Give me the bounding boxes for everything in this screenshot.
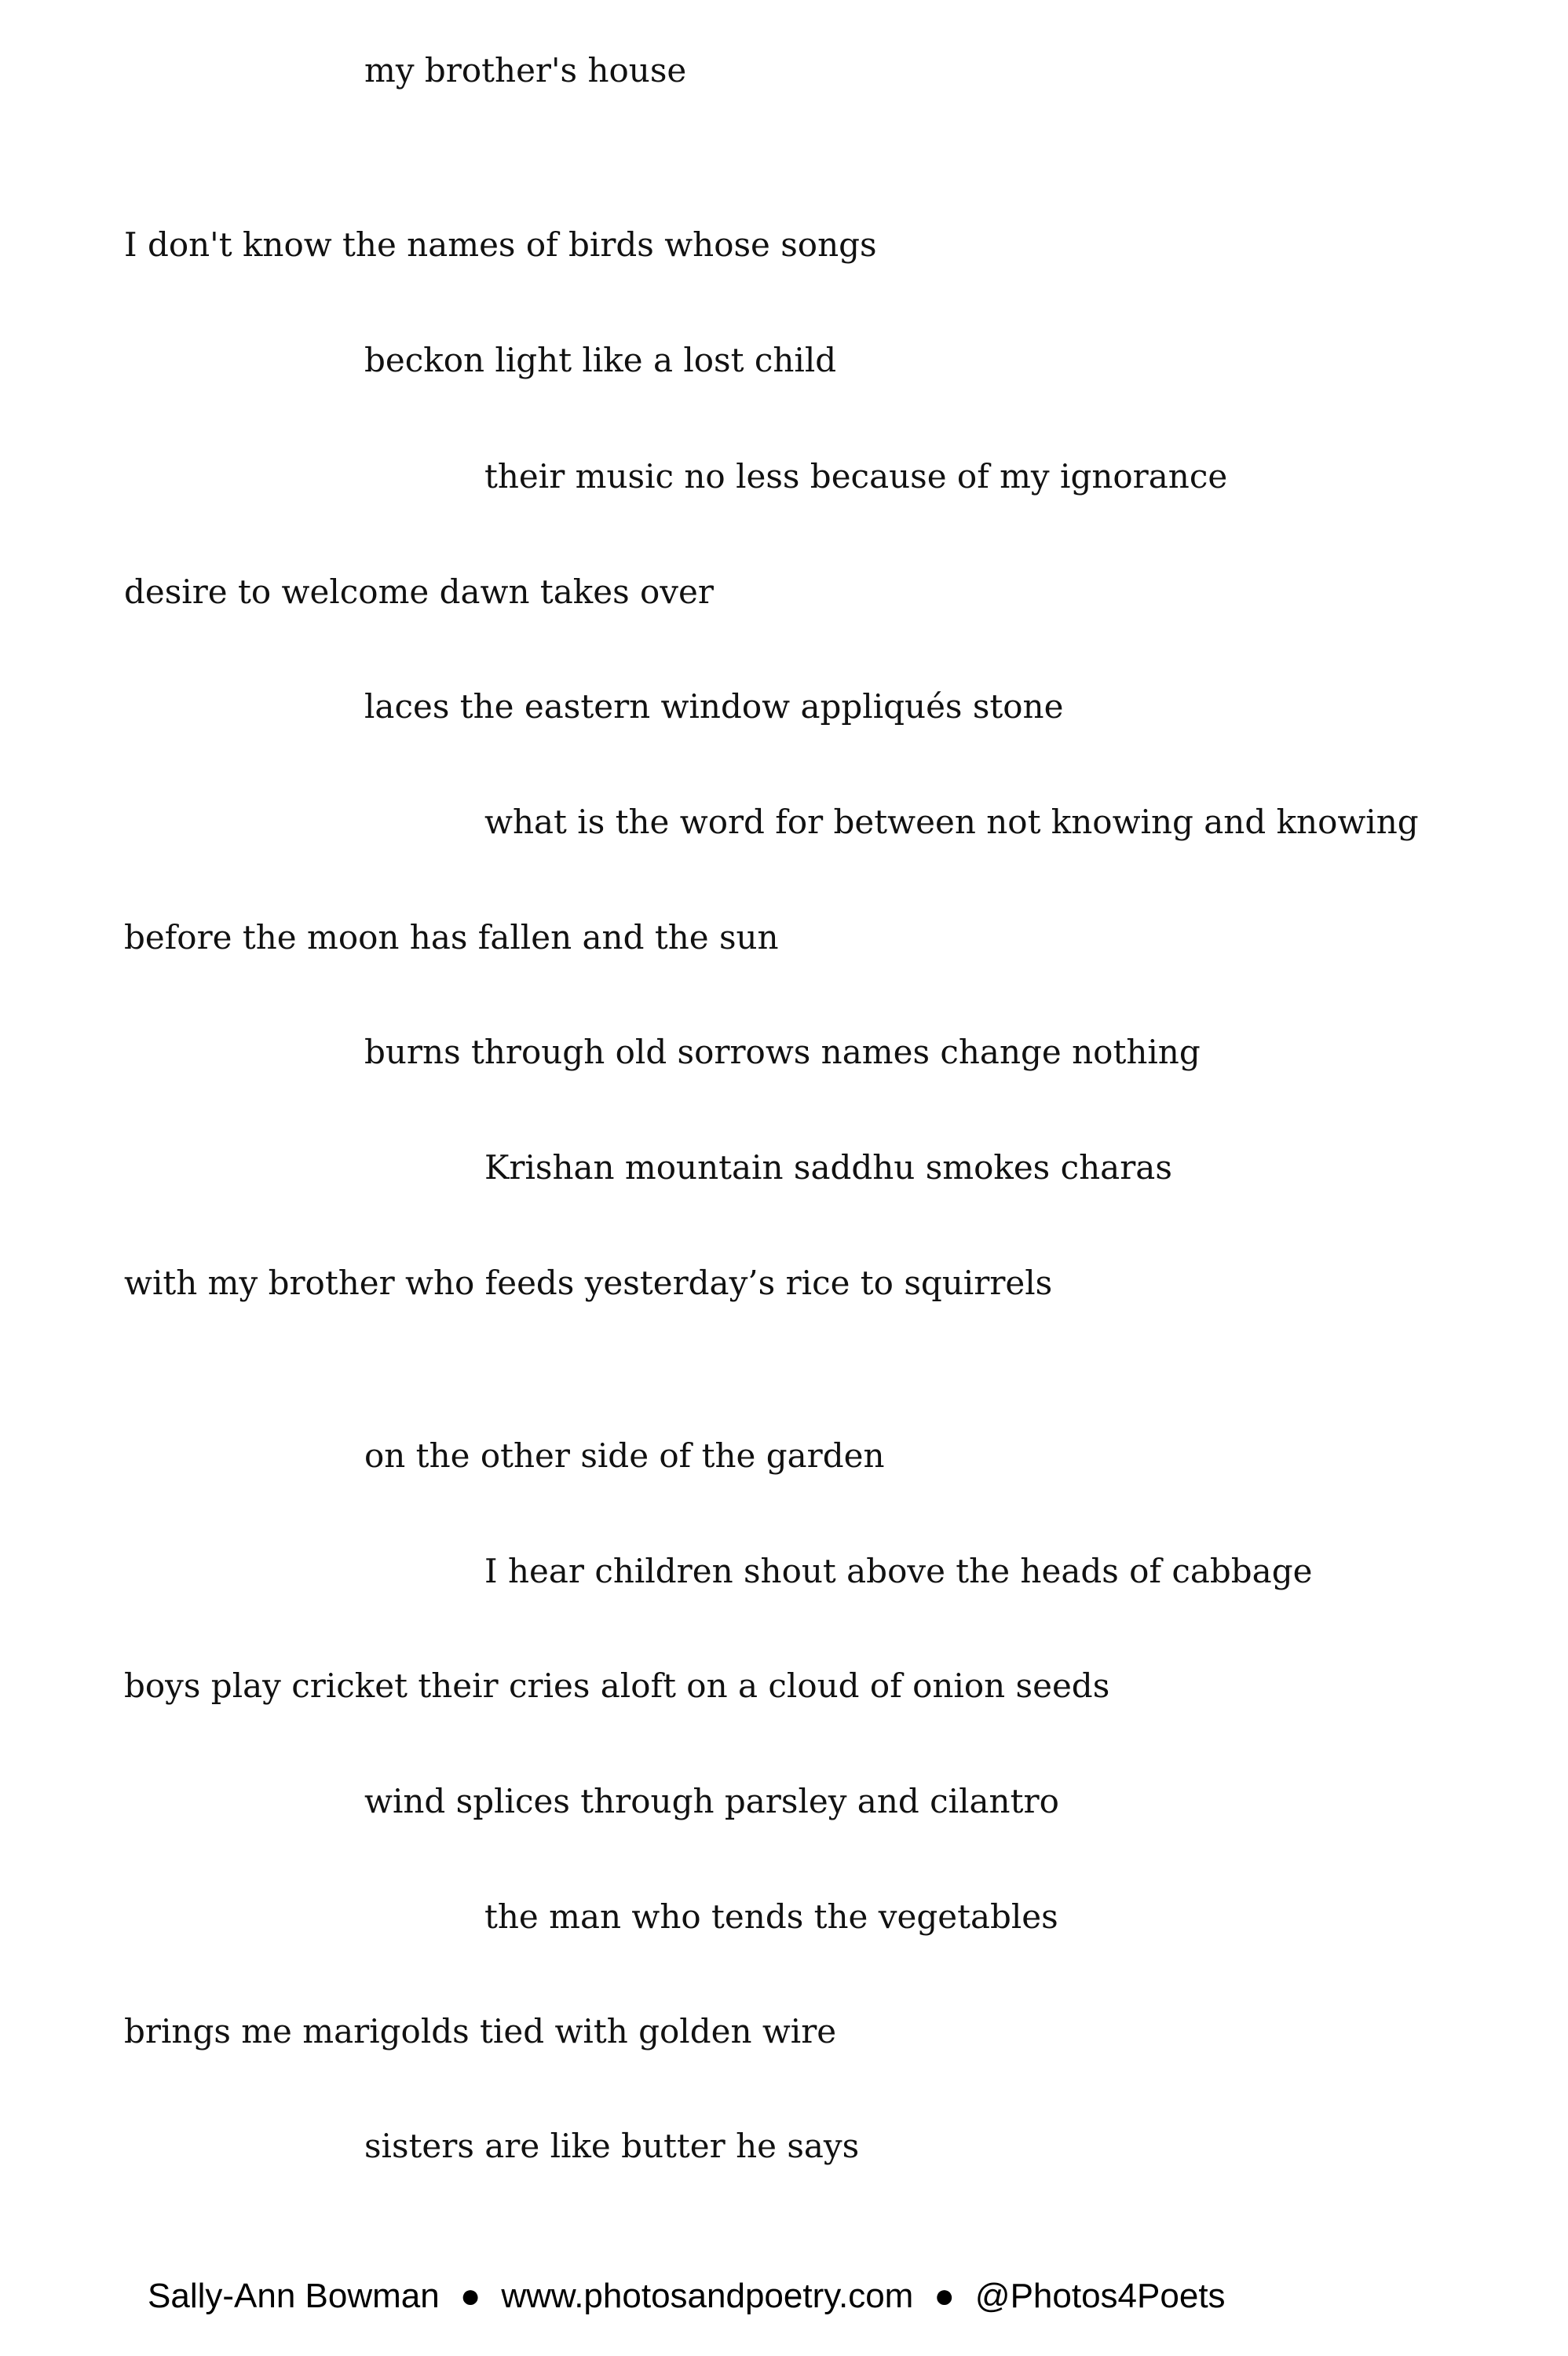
poem-line: on the other side of the garden	[364, 1436, 885, 1475]
footer-credits	[148, 2274, 1226, 2318]
poem-line: laces the eastern window appliqués stone	[364, 687, 1064, 726]
poem-line: brings me marigolds tied with golden wire	[124, 2012, 837, 2051]
poem-title: my brother's house	[364, 51, 687, 90]
poem-line: desire to welcome dawn takes over	[124, 573, 714, 611]
poem-line: their music no less because of my ignorance	[484, 457, 1228, 496]
poem-line: before the moon has fallen and the sun	[124, 918, 779, 957]
poem-line: beckon light like a lost child	[364, 341, 837, 379]
poem-line: burns through old sorrows names change nothing	[364, 1033, 1201, 1071]
footer-separator: ●	[459, 2277, 481, 2315]
poem-line: sisters are like butter he says	[364, 2127, 860, 2165]
footer-website[interactable]: www.photosandpoetry.com	[501, 2277, 914, 2315]
poem-line: Krishan mountain saddhu smokes charas	[484, 1148, 1172, 1187]
poem-line: wind splices through parsley and cilantro	[364, 1782, 1059, 1820]
footer-handle[interactable]: @Photos4Poets	[974, 2277, 1226, 2315]
poem-line: boys play cricket their cries aloft on a cloud of onion seeds	[124, 1666, 1110, 1705]
footer-author: Sally-Ann Bowman	[148, 2277, 440, 2315]
footer-separator: ●	[934, 2277, 955, 2315]
poem-line: I don't know the names of birds whose songs	[124, 225, 877, 264]
poem-line: with my brother who feeds yesterday’s rice to squirrels	[124, 1264, 1053, 1302]
poem-line: the man who tends the vegetables	[484, 1897, 1058, 1936]
poem-line: I hear children shout above the heads of cabbage	[484, 1552, 1313, 1590]
poem-line: what is the word for between not knowing and knowing	[484, 803, 1419, 841]
